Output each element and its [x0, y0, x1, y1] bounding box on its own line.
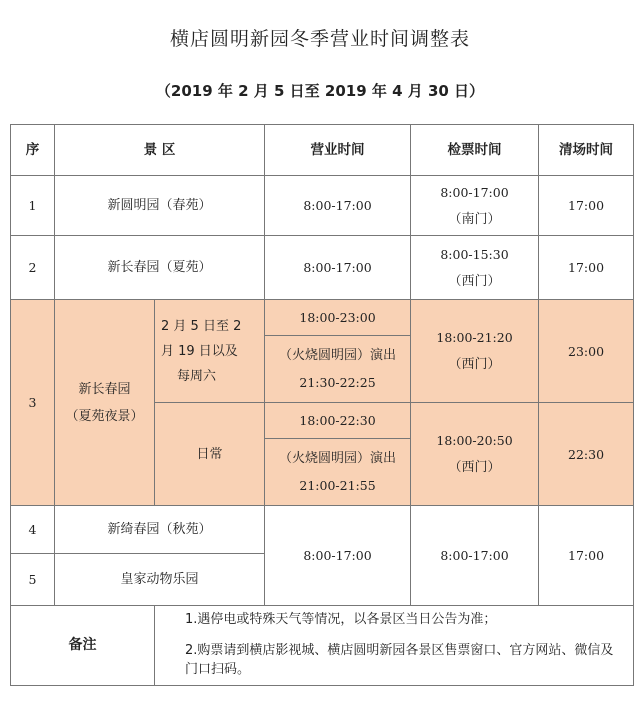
- row45-clear: 17:00: [539, 506, 634, 606]
- row3a-period-line2: 月 19 日以及: [161, 343, 238, 359]
- row3a-show-time: 21:30-22:25: [299, 375, 376, 390]
- table-row: [11, 506, 634, 554]
- schedule-table: [10, 124, 634, 686]
- header-seq: 序: [11, 125, 55, 176]
- row3a-ticket-gate: （西门）: [448, 357, 501, 372]
- row1-ticket-gate: （南门）: [448, 211, 501, 227]
- row1-ticket-time: 8:00-17:00: [440, 184, 509, 200]
- row2-area: 新长春园（夏苑）: [55, 236, 265, 300]
- note-line-1: 1.遇停电或特殊天气等情况，以各景区当日公告为准；: [185, 612, 497, 627]
- row1-ticket: [411, 176, 539, 236]
- row3-area: [55, 300, 155, 506]
- row3a-period-line3: 每周六: [177, 368, 217, 384]
- row4-seq: 4: [11, 506, 55, 554]
- row1-seq: 1: [11, 176, 55, 236]
- table-row: [11, 176, 634, 236]
- row3b-ticket-gate: （西门）: [448, 460, 501, 475]
- row4-area: 新绮春园（秋苑）: [55, 506, 265, 554]
- table-header-row: [11, 125, 634, 176]
- row3-area-name: 新长春园: [78, 381, 131, 397]
- note-line-2: 2.购票请到横店影视城、横店圆明新园各景区售票窗口、官方网站、微信及门口扫码。: [185, 643, 614, 677]
- row3a-ticket-time: 18:00-21:20: [436, 330, 513, 345]
- row3b-clear: 22:30: [539, 403, 634, 506]
- date-range-subtitle: （2019 年 2 月 5 日至 2019 年 4 月 30 日）: [155, 82, 485, 100]
- notes-body: [155, 606, 634, 686]
- row1-area: 新圆明园（春苑）: [55, 176, 265, 236]
- header-area: 景 区: [55, 125, 265, 176]
- notes-row: [11, 606, 634, 686]
- row3a-period-line1: 2 月 5 日至 2: [161, 318, 242, 334]
- header-ticket-time: 检票时间: [411, 125, 539, 176]
- row3b-show: [265, 439, 411, 506]
- row2-clear: 17:00: [539, 236, 634, 300]
- row3b-open: 18:00-22:30: [265, 403, 411, 439]
- row3b-show-time: 21:00-21:55: [299, 478, 376, 493]
- header-clear-time: 清场时间: [539, 125, 634, 176]
- row3a-period: [155, 300, 265, 403]
- row3b-ticket: [411, 403, 539, 506]
- row2-seq: 2: [11, 236, 55, 300]
- row2-ticket-gate: （西门）: [448, 273, 501, 289]
- row3b-ticket-time: 18:00-20:50: [436, 433, 513, 448]
- row3a-show-label: （火烧圆明园）演出: [279, 348, 397, 363]
- row3-area-sub: （夏苑夜景）: [65, 408, 144, 424]
- row2-open: 8:00-17:00: [265, 236, 411, 300]
- row3b-show-label: （火烧圆明园）演出: [279, 451, 397, 466]
- row3-seq: 3: [11, 300, 55, 506]
- row2-ticket: [411, 236, 539, 300]
- row3a-clear: 23:00: [539, 300, 634, 403]
- notes-label: 备注: [11, 606, 155, 686]
- row5-seq: 5: [11, 554, 55, 606]
- row1-clear: 17:00: [539, 176, 634, 236]
- row3a-ticket: [411, 300, 539, 403]
- header-open-time: 营业时间: [265, 125, 411, 176]
- row2-ticket-time: 8:00-15:30: [440, 246, 509, 262]
- row3a-show: [265, 336, 411, 403]
- row3b-period: 日常: [155, 403, 265, 506]
- page-title: 横店圆明新园冬季营业时间调整表: [169, 28, 470, 50]
- row45-ticket: 8:00-17:00: [411, 506, 539, 606]
- row5-area: 皇家动物乐园: [55, 554, 265, 606]
- table-row-night-a-open: [11, 300, 634, 336]
- row1-open: 8:00-17:00: [265, 176, 411, 236]
- row45-open: 8:00-17:00: [265, 506, 411, 606]
- table-row: [11, 236, 634, 300]
- row3a-open: 18:00-23:00: [265, 300, 411, 336]
